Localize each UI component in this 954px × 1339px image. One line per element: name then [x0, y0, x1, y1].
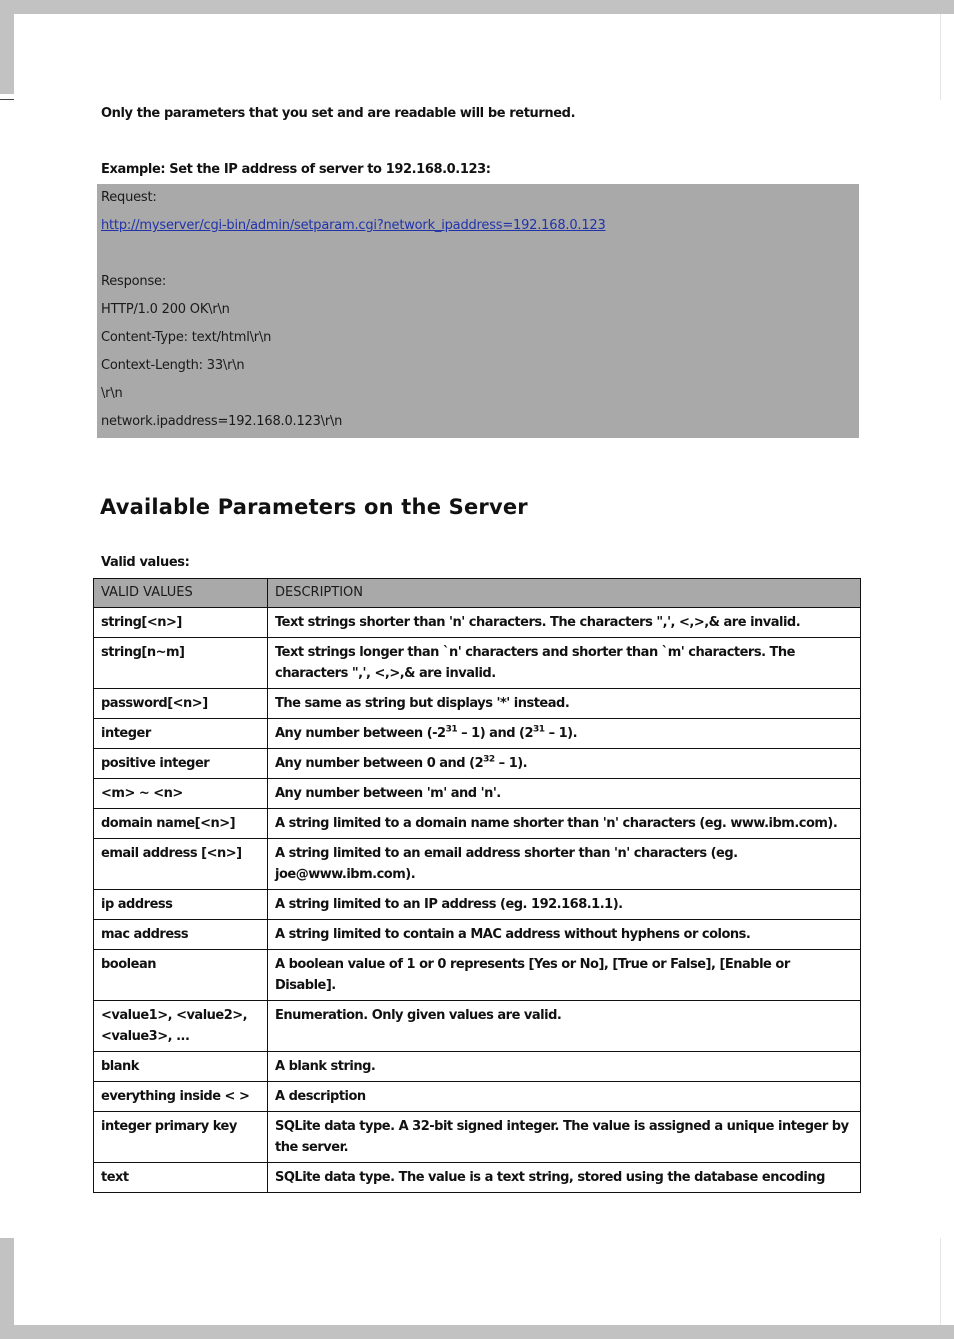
description-cell: Text strings longer than `n' characters and shorter than `m' characters. The characters ",', <,>,& are invalid.	[268, 638, 861, 689]
table-row	[94, 839, 861, 890]
table-row	[94, 749, 861, 779]
description-cell: A string limited to a domain name shorter than 'n' characters (eg. www.ibm.com).	[268, 809, 861, 839]
valid-value-cell: email address [<n>]	[94, 839, 268, 890]
example-label: Example:	[101, 162, 166, 177]
valid-value-cell: <value1>, <value2>, <value3>, ...	[94, 1001, 268, 1052]
table-row	[94, 1163, 861, 1193]
description-cell: A blank string.	[268, 1052, 861, 1082]
valid-value-cell: text	[94, 1163, 268, 1193]
valid-value-cell: string[n~m]	[94, 638, 268, 689]
intro-paragraph: Only the parameters that you set and are readable will be returned.	[101, 106, 576, 121]
valid-value-cell: ip address	[94, 890, 268, 920]
table-row	[94, 719, 861, 749]
valid-value-cell: blank	[94, 1052, 268, 1082]
table-row	[94, 1052, 861, 1082]
description-cell: The same as string but displays '*' instead.	[268, 689, 861, 719]
page-bottom-border	[0, 1325, 954, 1339]
page-right-edge-bottom	[940, 1238, 941, 1325]
response-line: \r\n	[101, 386, 123, 401]
description-cell: A boolean value of 1 or 0 represents [Yes or No], [True or False], [Enable or Disable].	[268, 950, 861, 1001]
page-left-border-bottom	[0, 1238, 14, 1325]
valid-value-cell: mac address	[94, 920, 268, 950]
valid-value-cell: boolean	[94, 950, 268, 1001]
description-cell: A description	[268, 1082, 861, 1112]
description-cell: Any number between $(-2^{31} - 1)$ and $(2^{31} - 1)$.	[268, 719, 861, 749]
table-row	[94, 1001, 861, 1052]
page-top-border	[0, 0, 954, 14]
table-row	[94, 920, 861, 950]
response-line: HTTP/1.0 200 OK\r\n	[101, 302, 230, 317]
response-label: Response:	[101, 274, 167, 289]
valid-value-cell: domain name[<n>]	[94, 809, 268, 839]
table-row	[94, 638, 861, 689]
table-row	[94, 608, 861, 638]
request-label: Request:	[101, 190, 157, 205]
example-heading	[101, 162, 491, 177]
table-row	[94, 950, 861, 1001]
description-cell: SQLite data type. A 32-bit signed integer. The value is assigned a unique integer by the server.	[268, 1112, 861, 1163]
table-row	[94, 689, 861, 719]
description-cell: A string limited to contain a MAC address without hyphens or colons.	[268, 920, 861, 950]
description-cell: SQLite data type. The value is a text string, stored using the database encoding	[268, 1163, 861, 1193]
table-body	[94, 608, 861, 1193]
page-left-border-top	[0, 14, 14, 94]
header-valid-values: VALID VALUES	[94, 579, 268, 608]
description-cell: A string limited to an email address shorter than 'n' characters (eg. joe@www.ibm.com).	[268, 839, 861, 890]
page-right-edge-top	[940, 14, 941, 100]
valid-value-cell: <m> ~ <n>	[94, 779, 268, 809]
table-row	[94, 1112, 861, 1163]
page-left-rule	[0, 99, 14, 100]
response-line: network.ipaddress=192.168.0.123\r\n	[101, 414, 343, 429]
example-text: Set the IP address of server to 192.168.0.123:	[165, 162, 491, 177]
table-row	[94, 809, 861, 839]
valid-values-label: Valid values:	[101, 555, 190, 570]
table-header-row	[94, 579, 861, 608]
description-cell: Any number between 0 and $(2^{32} - 1)$.	[268, 749, 861, 779]
valid-value-cell: integer	[94, 719, 268, 749]
header-description: DESCRIPTION	[268, 579, 861, 608]
description-cell: A string limited to an IP address (eg. 192.168.1.1).	[268, 890, 861, 920]
table-row	[94, 890, 861, 920]
valid-value-cell: positive integer	[94, 749, 268, 779]
response-line: Context-Length: 33\r\n	[101, 358, 245, 373]
description-cell: Enumeration. Only given values are valid.	[268, 1001, 861, 1052]
valid-value-cell: string[<n>]	[94, 608, 268, 638]
table-row	[94, 1082, 861, 1112]
table-row	[94, 779, 861, 809]
section-title: Available Parameters on the Server	[100, 495, 528, 519]
valid-value-cell: integer primary key	[94, 1112, 268, 1163]
code-example-box	[97, 184, 859, 438]
description-cell: Any number between 'm' and 'n'.	[268, 779, 861, 809]
request-url-link[interactable]: http://myserver/cgi-bin/admin/setparam.cgi?network_ipaddress=192.168.0.123	[101, 218, 606, 233]
valid-values-table	[93, 578, 861, 1193]
description-cell: Text strings shorter than 'n' characters. The characters ",', <,>,& are invalid.	[268, 608, 861, 638]
valid-value-cell: everything inside < >	[94, 1082, 268, 1112]
response-line: Content-Type: text/html\r\n	[101, 330, 272, 345]
valid-value-cell: password[<n>]	[94, 689, 268, 719]
